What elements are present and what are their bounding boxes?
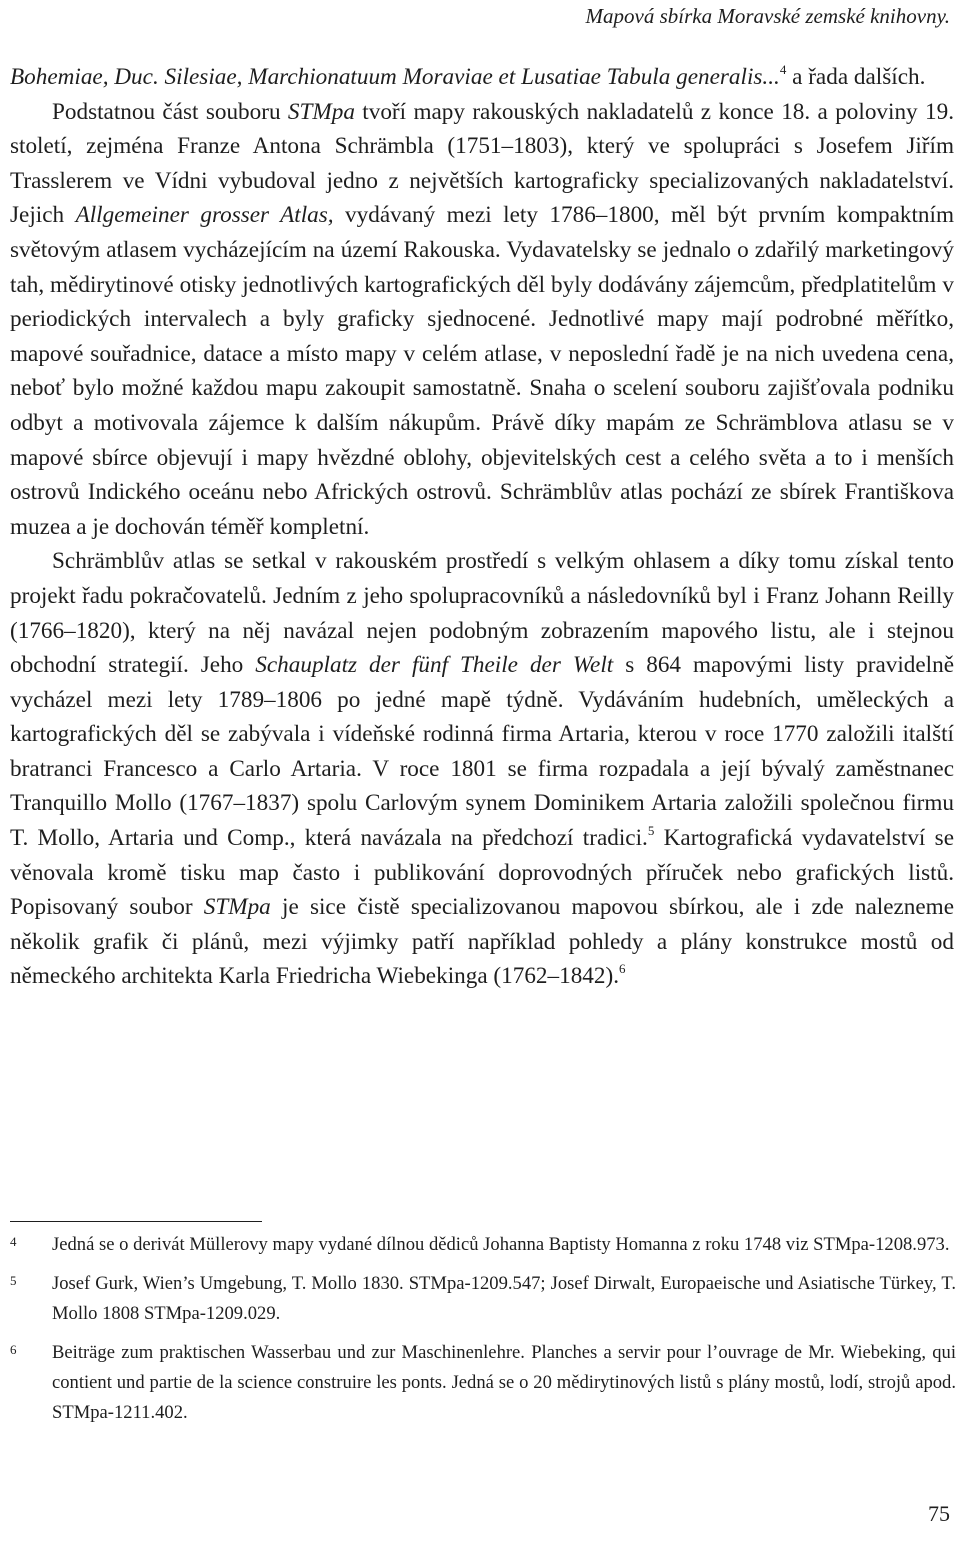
italic-stmpa: STMpa: [203, 894, 271, 921]
paragraph-2-text-b: tvoří mapy rakouských nakladatelů z konce 18. a poloviny 19. století, zejména Franze Antona Schrämbla (1751–1803), který ve spolupráci s Josefem Jiřím Trasslerem ve Vídni vybudoval jedno z největších kartograficky specializovaných nakladatelství. Jejich: [10, 98, 954, 229]
footnote-text: Jedná se o derivát Müllerovy mapy vydané dílnou dědiců Johanna Baptisty Homanna z roku 1748 viz STMpa-1208.973.: [52, 1234, 950, 1255]
running-head: Mapová sbírka Moravské zemské knihovny.: [585, 4, 950, 28]
paragraph-1-tail: a řada dalších.: [792, 64, 926, 90]
paragraph-3-text-b: s 864 mapovými listy pravidelně vycházel mezi lety 1789–1806 po jedné mapě týdně. Vydáváním hudebních, uměleckých a kartografických děl se zabývala i vídeňské rodinná firma Artaria, kterou v roce 1770 založili italští bratranci Francesco a Carlo Artaria. V roce 1801 se firma rozpadala a její bývalý zaměstnanec Tranquillo Mollo (1767–1837) spolu Carlovým synem Dominikem Artaria založili společnou firmu T. Mollo, Artaria und Comp., která navázala na předchozí tradici.: [10, 652, 954, 852]
italic-atlas-title: Allgemeiner grosser Atlas,: [75, 202, 334, 229]
italic-schauplatz-title: Schauplatz der fünf Theile der Welt: [255, 652, 614, 679]
paragraph-2-text-a: Podstatnou část souboru: [52, 98, 288, 125]
paragraph-2: [10, 95, 954, 545]
footnote-ref-5[interactable]: 5: [647, 823, 655, 839]
footnote-ref-6[interactable]: 6: [619, 961, 626, 977]
paragraph-3-text-c: Kartografická vydavatelství se věnovala kromě tisku map často i publikování doprovodných příruček nebo grafických listů. Popisovaný soubor: [10, 825, 954, 921]
footnote-separator: [10, 1221, 262, 1222]
italic-map-title: Bohemiae, Duc. Silesiae, Marchionatuum Moraviae et Lusatiae Tabula generalis...: [10, 64, 780, 90]
paragraph-3: [10, 544, 954, 994]
footnotes: [10, 1230, 956, 1437]
footnote-5: [10, 1269, 956, 1329]
italic-stmpa: STMpa: [287, 98, 355, 125]
footnote-number: 6: [10, 1342, 17, 1357]
paragraph-1: [10, 60, 954, 95]
footnote-text: Beiträge zum praktischen Wasserbau und zur Maschinenlehre. Planches a servir pour l’ouvrage de Mr. Wiebeking, qui contient und partie de la science construire les ponts. Jedná se o 20 mědirytinových listů s plány mostů, lodí, strojů apod. STMpa-1211.402.: [52, 1342, 956, 1423]
paragraph-2-text-c: vydávaný mezi lety 1786–1800, měl být prvním kompaktním světovým atlasem vycházejícím na území Rakouska. Vydavatelsky se jednalo o zdařilý marketingový tah, mědirytinové otisky jednotlivých kartografických děl byly dodávány zájemcům, předplatitelům v periodických intervalech a byly graficky sjednocené. Jednotlivé mapy mají podrobné měřítko, mapové souřadnice, datace a místo mapy v celém atlase, v neposlední řadě je na nich uvedena cena, neboť bylo možné každou mapu zakoupit samostatně. Snaha o scelení souboru zajišťovala podniku odbyt a motivovala zájemce k dalším nákupům. Právě díky mapám ze Schrämblova atlasu se v mapové sbírce objevují i mapy hvězdné oblohy, objevitelských cest a celého světa a to i menších ostrovů Indického oceánu nebo Afrických ostrovů. Schrämblův atlas pochází ze sbírek Františkova muzea a je dochován téměř kompletní.: [10, 202, 954, 540]
footnote-6: [10, 1338, 956, 1428]
footnote-text: Josef Gurk, Wien’s Umgebung, T. Mollo 1830. STMpa-1209.547; Josef Dirwalt, Europaeische und Asiatische Türkey, T. Mollo 1808 STMpa-1209.029.: [52, 1273, 956, 1324]
footnote-number: 5: [10, 1273, 17, 1288]
footnote-number: 4: [10, 1234, 17, 1249]
main-text: [10, 60, 954, 994]
page-number: 75: [928, 1501, 950, 1526]
footnote-4: [10, 1230, 956, 1260]
paragraph-3-text-a: Schrämblův atlas se setkal v rakouském prostředí s velkým ohlasem a díky tomu získal tento projekt řadu pokračovatelů. Jedním z jeho spolupracovníků a následovníků byl i Franz Johann Reilly (1766–1820), který na něj navázal nejen podobným zobrazením mapového listu, ale i stejnou obchodní strategií. Jeho: [10, 548, 954, 679]
paragraph-3-text-d: je sice čistě specializovanou mapovou sbírkou, ale i zde nalezneme několik grafik či plánů, mezi výjimky patří například pohledy a plány konstrukce mostů od německého architekta Karla Friedricha Wiebekinga (1762–1842).: [10, 894, 955, 990]
footnote-ref-4[interactable]: 4: [779, 62, 787, 77]
